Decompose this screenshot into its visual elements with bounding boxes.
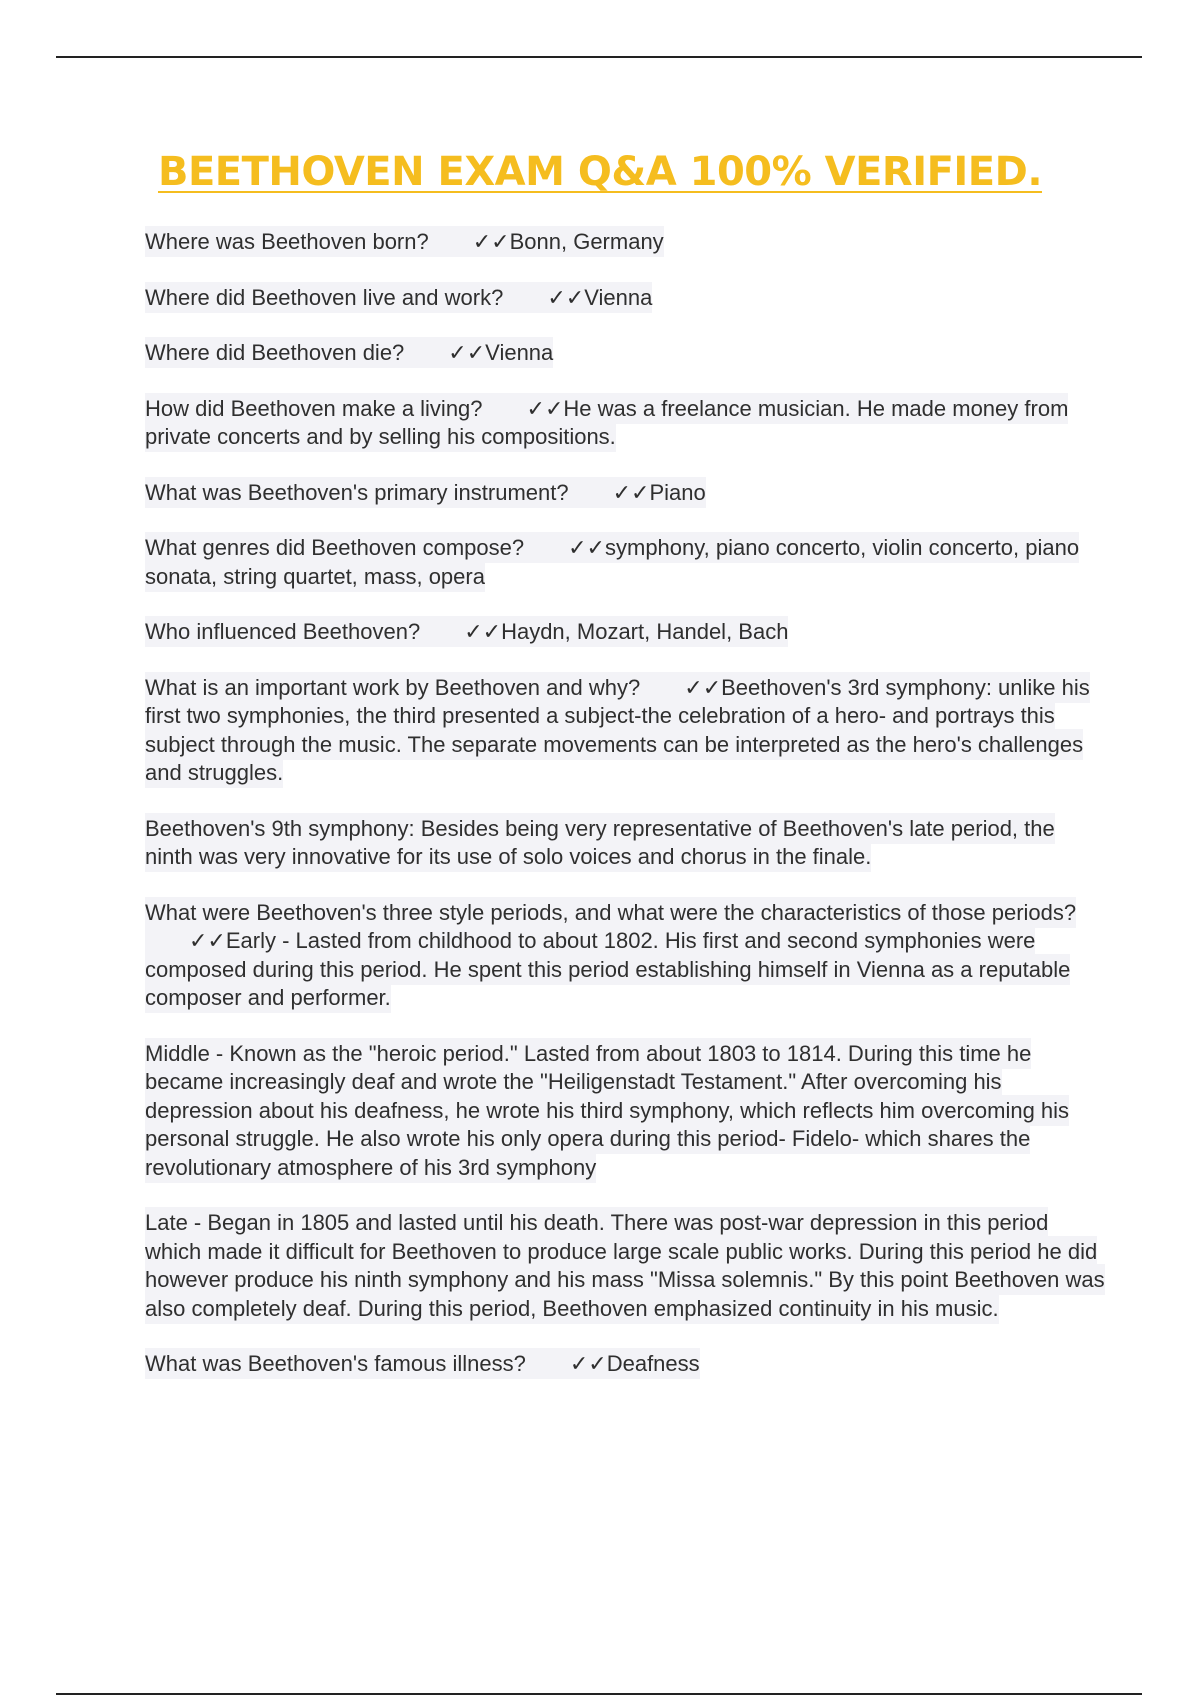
answer-text: ✓✓Deafness xyxy=(569,1351,700,1376)
answer-text: ✓✓symphony, piano concerto, violin concerto, piano sonata, string quartet, mass, opera xyxy=(145,535,1080,589)
answer-text: ✓✓Vienna xyxy=(448,340,554,365)
answer-text: ✓✓He was a freelance musician. He made money from private concerts and by selling his compositions. xyxy=(145,395,1069,449)
bottom-rule xyxy=(56,1693,1142,1695)
question-text: Where did Beethoven live and work? xyxy=(145,284,504,310)
paragraph-text: Middle - Known as the "heroic period." Lasted from about 1803 to 1814. During this time he became increasingly deaf and wrote the "Heiligenstadt Testament." After overcoming his depression about his deafness, he wrote his third symphony, which reflects him overcoming his personal struggle. He also wrote his only opera during this period- Fidelo- which shares the revolutionary atmosphere of his 3rd symphony xyxy=(145,1038,1069,1183)
answer-text: ✓✓Bonn, Germany xyxy=(472,229,664,254)
qa-entry xyxy=(145,618,1105,647)
qa-content xyxy=(145,228,1105,1406)
answer-text: ✓✓Haydn, Mozart, Handel, Bach xyxy=(464,619,789,644)
qa-entry xyxy=(145,1350,1105,1379)
paragraph-text: Beethoven's 9th symphony: Besides being very representative of Beethoven's late period, the ninth was very innovative for its use of solo voices and chorus in the finale. xyxy=(145,813,1055,873)
paragraph-text: Late - Began in 1805 and lasted until his death. There was post-war depression in this period which made it difficult for Beethoven to produce large scale public works. During this period he did however produce his ninth symphony and his mass "Missa solemnis." By this point Beethoven was also completely deaf. During this period, Beethoven emphasized continuity in his music. xyxy=(145,1207,1105,1324)
qa-entry xyxy=(145,339,1105,368)
question-text: Who influenced Beethoven? xyxy=(145,619,421,644)
answer-text: ✓✓Piano xyxy=(612,479,706,505)
answer-text: ✓✓Vienna xyxy=(547,284,653,310)
question-text: What was Beethoven's famous illness? xyxy=(145,1351,526,1376)
qa-entry xyxy=(145,674,1105,788)
question-text: What is an important work by Beethoven and why? xyxy=(145,674,641,700)
qa-entry xyxy=(145,284,1105,313)
qa-entry xyxy=(145,228,1105,257)
question-text: What genres did Beethoven compose? xyxy=(145,535,525,560)
qa-entry xyxy=(145,479,1105,508)
paragraph-entry xyxy=(145,1209,1105,1323)
qa-entry xyxy=(145,534,1105,591)
title-container xyxy=(0,150,1200,194)
paragraph-entry xyxy=(145,815,1105,872)
document-title: BEETHOVEN EXAM Q&A 100% VERIFIED. xyxy=(157,149,1043,195)
answer-text: ✓✓Early - Lasted from childhood to about 1802. His first and second symphonies were composed during this period. He spent this period establishing himself in Vienna as a reputable composer and performer. xyxy=(145,928,1071,1010)
question-text: What was Beethoven's primary instrument? xyxy=(145,479,569,505)
question-text: What were Beethoven's three style periods, and what were the characteristics of those periods? xyxy=(145,899,1077,925)
answer-text: ✓✓Beethoven's 3rd symphony: unlike his first two symphonies, the third presented a subject-the celebration of a hero- and portrays this subject through the music. The separate movements can be interpreted as the hero's challenges and struggles. xyxy=(145,674,1090,785)
question-text: Where was Beethoven born? xyxy=(145,229,429,254)
paragraph-entry xyxy=(145,1040,1105,1183)
question-text: Where did Beethoven die? xyxy=(145,340,405,365)
question-text: How did Beethoven make a living? xyxy=(145,395,483,421)
qa-entry xyxy=(145,899,1105,1013)
qa-entry xyxy=(145,395,1105,452)
top-rule xyxy=(56,56,1142,58)
